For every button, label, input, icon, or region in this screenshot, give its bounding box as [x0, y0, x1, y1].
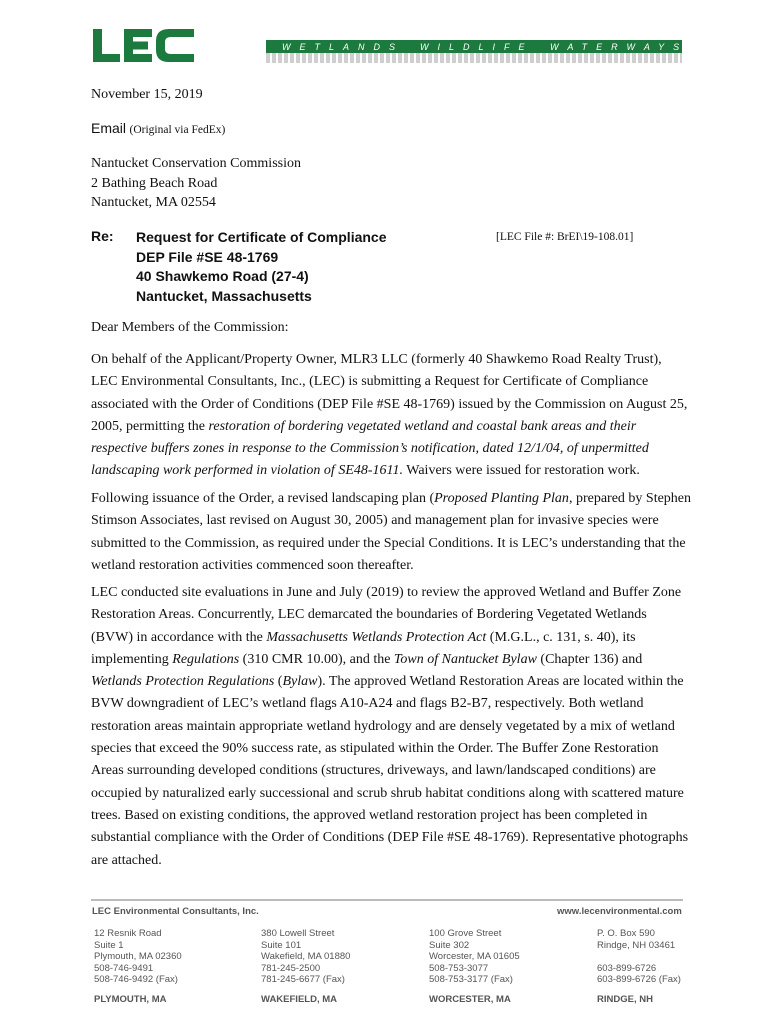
office-wakefield: 380 Lowell Street Suite 101 Wakefield, MA 01880 781-245-2500 781-245-6677 (Fax) WAKEFIELD, MA — [261, 928, 351, 1005]
footer-website-link[interactable]: www.lecenvironmental.com — [557, 906, 682, 917]
office-worcester: 100 Grove Street Suite 302 Worcester, MA 01605 508-753-3077 508-753-3177 (Fax) WORCESTER, MA — [429, 928, 520, 1005]
address-line: Nantucket Conservation Commission — [91, 156, 301, 171]
office-city: PLYMOUTH, MA — [94, 994, 167, 1005]
decorative-stripes — [266, 53, 682, 63]
subject-line: Nantucket, Massachusetts — [136, 287, 312, 304]
salutation: Dear Members of the Commission: — [91, 320, 289, 335]
recipient-address — [91, 154, 301, 213]
office-city: WAKEFIELD, MA — [261, 994, 337, 1005]
office-city: WORCESTER, MA — [429, 994, 511, 1005]
footer-divider — [91, 899, 683, 901]
body-paragraph: Following issuance of the Order, a revised landscaping plan (Proposed Planting Plan, prepared by Stephen Stimson Associates, last revised on August 30, 2005) and management plan for invasive species were submitted to the Commission, as required under the Special Conditions. It is LEC’s understanding that the wetland restoration activities commenced soon thereafter. — [91, 491, 692, 573]
office-plymouth: 12 Resnik Road Suite 1 Plymouth, MA 02360 508-746-9491 508-746-9492 (Fax) PLYMOUTH, MA — [94, 928, 182, 1005]
tagline-wildlife: WILDLIFE — [420, 41, 534, 52]
email-label: Email — [91, 120, 127, 136]
letter-date: November 15, 2019 — [91, 87, 203, 102]
tagline-wetlands: WETLANDS — [282, 41, 405, 52]
subject-line: Request for Certificate of Compliance — [136, 229, 387, 245]
office-rindge: P. O. Box 590 Rindge, NH 03461 603-899-6726 603-899-6726 (Fax) RINDGE, NH — [597, 928, 681, 1005]
file-reference: [LEC File #: BrEI\19-108.01] — [496, 231, 634, 243]
email-note: (Original via FedEx) — [129, 124, 226, 136]
footer-company: LEC Environmental Consultants, Inc. — [92, 906, 259, 917]
delivery-line — [91, 120, 225, 138]
office-city: RINDGE, NH — [597, 994, 653, 1005]
subject-block — [136, 228, 387, 306]
tagline-waterways: WATERWAYS — [550, 41, 689, 52]
address-line: 2 Bathing Beach Road — [91, 175, 218, 191]
address-line: Nantucket, MA 02554 — [91, 195, 216, 210]
subject-line: 40 Shawkemo Road (27-4) — [136, 268, 309, 284]
re-label: Re: — [91, 228, 114, 244]
body-paragraph: LEC conducted site evaluations in June and July (2019) to review the approved Wetland and Buffer Zone Restoration Areas. Concurrently, LEC demarcated the boundaries of Bordering Vegetated Wetlands (BVW) in accordance with the Massachusetts Wetlands Protection Act (M.G.L., c. 131, s. 40), its implementing Regulations (310 CMR 10.00), and the Town of Nantucket Bylaw (Chapter 136) and Wetlands Protection Regulations (Bylaw). The approved Wetland Restoration Areas are located within the BVW downgradient of LEC’s wetland flags A10-A24 and flags B2-B7, respectively. Both wetland restoration areas maintain appropriate wetland hydrology and are densely vegetated by a mix of wetland species that exceed the 90% success rate, as stipulated within the Order. The Buffer Zone Restoration Areas surrounding developed conditions (structures, driveways, and lawn/landscaped conditions) are occupied by naturalized early successional and scrub shrub habitat conditions along with scattered mature trees. Based on existing conditions, the approved wetland restoration project has been completed in substantial compliance with the Order of Conditions (DEP File #SE 48-1769). Representative photographs are attached. — [91, 585, 689, 868]
body-paragraph: On behalf of the Applicant/Property Owner, MLR3 LLC (formerly 40 Shawkemo Road Realty Trust), LEC Environmental Consultants, Inc., (LEC) is submitting a Request for Certificate of Compliance associated with the Order of Conditions (DEP File #SE 48-1769) issued by the Commission on August 25, 2005, permitting the restoration of bordering vegetated wetland and coastal bank areas and their respective buffers zones in response to the Commission’s notification, dated 12/1/04, of unpermitted landscaping work performed in violation of SE48-1611. Waivers were issued for restoration work. — [91, 352, 688, 479]
tagline-bar — [266, 40, 689, 53]
lec-logo — [93, 29, 195, 62]
subject-line: DEP File #SE 48-1769 — [136, 248, 279, 265]
